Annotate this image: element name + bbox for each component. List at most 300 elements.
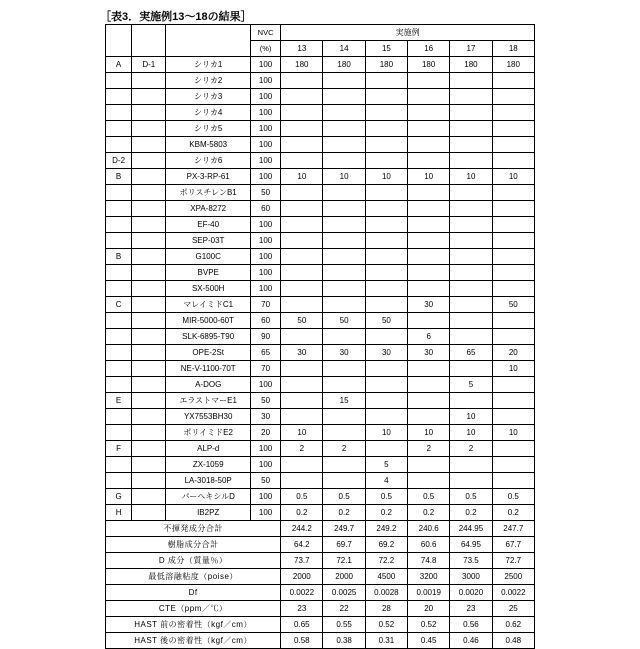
summary-value: 0.46 xyxy=(450,633,492,649)
row-value xyxy=(492,313,534,329)
row-material-name: KBM-5803 xyxy=(166,137,251,153)
row-value xyxy=(492,105,534,121)
summary-row xyxy=(106,569,535,585)
row-value: 4 xyxy=(365,473,407,489)
row-category: F xyxy=(106,441,132,457)
row-nvc: 50 xyxy=(250,473,280,489)
row-value xyxy=(281,185,323,201)
summary-label: 不揮発成分合計 xyxy=(106,521,281,537)
row-material-name: NE-V-1100-70T xyxy=(166,361,251,377)
row-value: 0.5 xyxy=(450,489,492,505)
summary-value: 28 xyxy=(365,601,407,617)
table-row xyxy=(106,169,535,185)
row-category: C xyxy=(106,297,132,313)
table-row xyxy=(106,473,535,489)
row-nvc: 30 xyxy=(250,409,280,425)
table-row xyxy=(106,377,535,393)
row-material-name: ZX-1059 xyxy=(166,457,251,473)
row-value xyxy=(323,233,365,249)
row-nvc: 100 xyxy=(250,153,280,169)
row-value xyxy=(450,281,492,297)
row-value xyxy=(408,73,450,89)
table-row xyxy=(106,457,535,473)
row-value xyxy=(450,73,492,89)
row-value: 10 xyxy=(365,169,407,185)
row-value xyxy=(365,233,407,249)
summary-value: 0.0022 xyxy=(492,585,534,601)
row-nvc: 70 xyxy=(250,297,280,313)
summary-value: 60.6 xyxy=(408,537,450,553)
row-value xyxy=(408,217,450,233)
summary-value: 0.52 xyxy=(408,617,450,633)
row-category xyxy=(106,105,132,121)
row-subcategory xyxy=(132,409,166,425)
row-value xyxy=(492,409,534,425)
row-value xyxy=(450,201,492,217)
row-value: 10 xyxy=(281,169,323,185)
row-material-name: シリカ5 xyxy=(166,121,251,137)
row-nvc: 100 xyxy=(250,441,280,457)
row-value xyxy=(281,329,323,345)
row-value xyxy=(450,249,492,265)
row-material-name: ポリイミドE2 xyxy=(166,425,251,441)
summary-row xyxy=(106,617,535,633)
table-row xyxy=(106,201,535,217)
row-value xyxy=(365,281,407,297)
row-material-name: ALP-d xyxy=(166,441,251,457)
table-row xyxy=(106,329,535,345)
summary-value: 0.45 xyxy=(408,633,450,649)
table-body xyxy=(106,57,535,649)
row-value xyxy=(281,281,323,297)
row-material-name: LA-3018-50P xyxy=(166,473,251,489)
row-value: 20 xyxy=(492,345,534,361)
row-value: 0.5 xyxy=(365,489,407,505)
summary-value: 0.52 xyxy=(365,617,407,633)
summary-value: 20 xyxy=(408,601,450,617)
row-material-name: IB2PZ xyxy=(166,505,251,521)
row-value: 180 xyxy=(365,57,407,73)
row-nvc: 100 xyxy=(250,121,280,137)
row-value xyxy=(450,137,492,153)
row-value: 180 xyxy=(450,57,492,73)
row-nvc: 100 xyxy=(250,233,280,249)
row-subcategory xyxy=(132,457,166,473)
table-row xyxy=(106,441,535,457)
row-value xyxy=(492,457,534,473)
row-value: 30 xyxy=(365,345,407,361)
row-value xyxy=(408,313,450,329)
row-value: 2 xyxy=(450,441,492,457)
row-value xyxy=(323,137,365,153)
row-value xyxy=(281,297,323,313)
row-material-name: G100C xyxy=(166,249,251,265)
row-value xyxy=(323,297,365,313)
row-value xyxy=(492,473,534,489)
row-value: 180 xyxy=(281,57,323,73)
row-category xyxy=(106,217,132,233)
summary-value: 3000 xyxy=(450,569,492,585)
row-value xyxy=(492,89,534,105)
row-value xyxy=(492,441,534,457)
row-value xyxy=(450,233,492,249)
table-row xyxy=(106,297,535,313)
summary-value: 249.2 xyxy=(365,521,407,537)
row-value: 0.2 xyxy=(281,505,323,521)
row-value xyxy=(323,201,365,217)
row-subcategory xyxy=(132,313,166,329)
row-value xyxy=(408,89,450,105)
row-value xyxy=(365,377,407,393)
row-material-name: パーヘキシルD xyxy=(166,489,251,505)
row-value xyxy=(281,153,323,169)
row-category: D-2 xyxy=(106,153,132,169)
row-value xyxy=(450,217,492,233)
row-category xyxy=(106,457,132,473)
row-value: 0.5 xyxy=(281,489,323,505)
row-value xyxy=(408,361,450,377)
row-category: H xyxy=(106,505,132,521)
row-value xyxy=(323,185,365,201)
row-material-name: シリカ2 xyxy=(166,73,251,89)
row-subcategory xyxy=(132,89,166,105)
row-value xyxy=(450,105,492,121)
row-material-name: SX-500H xyxy=(166,281,251,297)
row-value: 10 xyxy=(492,169,534,185)
summary-value: 249.7 xyxy=(323,521,365,537)
row-value: 5 xyxy=(365,457,407,473)
row-category xyxy=(106,201,132,217)
row-value xyxy=(365,361,407,377)
row-value xyxy=(492,73,534,89)
row-category xyxy=(106,473,132,489)
summary-value: 0.0025 xyxy=(323,585,365,601)
row-subcategory xyxy=(132,153,166,169)
row-subcategory xyxy=(132,265,166,281)
row-value: 10 xyxy=(450,425,492,441)
header-empty-cat xyxy=(106,25,132,57)
row-value xyxy=(408,201,450,217)
table-row xyxy=(106,233,535,249)
row-nvc: 100 xyxy=(250,169,280,185)
row-value: 0.2 xyxy=(408,505,450,521)
row-value xyxy=(450,329,492,345)
table-row xyxy=(106,361,535,377)
summary-value: 2500 xyxy=(492,569,534,585)
summary-value: 0.0022 xyxy=(281,585,323,601)
row-category xyxy=(106,329,132,345)
row-value: 65 xyxy=(450,345,492,361)
row-subcategory xyxy=(132,73,166,89)
row-subcategory xyxy=(132,185,166,201)
row-material-name: マレイミドC1 xyxy=(166,297,251,313)
row-subcategory xyxy=(132,425,166,441)
summary-value: 0.0019 xyxy=(408,585,450,601)
row-value xyxy=(323,265,365,281)
summary-value: 73.5 xyxy=(450,553,492,569)
row-nvc: 100 xyxy=(250,265,280,281)
row-value: 30 xyxy=(408,345,450,361)
summary-value: 64.95 xyxy=(450,537,492,553)
row-nvc: 100 xyxy=(250,57,280,73)
table-row xyxy=(106,89,535,105)
row-value xyxy=(365,441,407,457)
summary-value: 72.1 xyxy=(323,553,365,569)
table-row xyxy=(106,489,535,505)
summary-label: Df xyxy=(106,585,281,601)
row-value xyxy=(365,137,407,153)
row-value: 0.5 xyxy=(492,489,534,505)
row-value xyxy=(323,457,365,473)
row-subcategory xyxy=(132,121,166,137)
row-nvc: 20 xyxy=(250,425,280,441)
row-value xyxy=(365,121,407,137)
summary-value: 72.7 xyxy=(492,553,534,569)
table-row xyxy=(106,217,535,233)
row-subcategory xyxy=(132,233,166,249)
row-category xyxy=(106,121,132,137)
row-nvc: 100 xyxy=(250,217,280,233)
row-value: 0.2 xyxy=(365,505,407,521)
row-category xyxy=(106,73,132,89)
row-category xyxy=(106,425,132,441)
row-nvc: 100 xyxy=(250,249,280,265)
row-nvc: 90 xyxy=(250,329,280,345)
row-subcategory xyxy=(132,377,166,393)
header-empty-name xyxy=(166,25,251,57)
row-value xyxy=(408,233,450,249)
row-material-name: PX-3-RP-61 xyxy=(166,169,251,185)
row-value xyxy=(450,185,492,201)
row-value: 6 xyxy=(408,329,450,345)
row-value xyxy=(450,457,492,473)
summary-label: HAST 後の密着性（kgf／cm） xyxy=(106,633,281,649)
row-subcategory xyxy=(132,169,166,185)
header-col-17: 17 xyxy=(450,41,492,57)
row-value xyxy=(492,249,534,265)
row-category: A xyxy=(106,57,132,73)
row-value xyxy=(408,137,450,153)
summary-label: 樹脂成分合計 xyxy=(106,537,281,553)
summary-row xyxy=(106,521,535,537)
table-row xyxy=(106,73,535,89)
row-value xyxy=(281,377,323,393)
row-category xyxy=(106,313,132,329)
row-value xyxy=(408,265,450,281)
row-material-name: OPE-2St xyxy=(166,345,251,361)
row-value: 0.2 xyxy=(323,505,365,521)
table-row xyxy=(106,121,535,137)
row-value: 50 xyxy=(281,313,323,329)
row-value xyxy=(281,393,323,409)
row-value xyxy=(281,201,323,217)
row-value: 50 xyxy=(365,313,407,329)
row-value xyxy=(492,185,534,201)
row-nvc: 100 xyxy=(250,505,280,521)
summary-row xyxy=(106,633,535,649)
summary-value: 0.48 xyxy=(492,633,534,649)
row-value xyxy=(323,377,365,393)
row-value xyxy=(408,473,450,489)
row-subcategory xyxy=(132,505,166,521)
row-value: 180 xyxy=(408,57,450,73)
row-value: 0.5 xyxy=(408,489,450,505)
row-subcategory xyxy=(132,217,166,233)
row-category xyxy=(106,89,132,105)
row-value xyxy=(492,265,534,281)
row-value xyxy=(450,121,492,137)
row-value xyxy=(492,233,534,249)
row-value xyxy=(281,409,323,425)
row-category xyxy=(106,377,132,393)
row-value xyxy=(365,329,407,345)
row-category xyxy=(106,233,132,249)
row-value xyxy=(408,185,450,201)
row-value xyxy=(492,137,534,153)
row-category xyxy=(106,361,132,377)
row-value xyxy=(450,89,492,105)
table-row xyxy=(106,57,535,73)
table-row xyxy=(106,505,535,521)
row-value: 15 xyxy=(323,393,365,409)
row-nvc: 65 xyxy=(250,345,280,361)
summary-value: 4500 xyxy=(365,569,407,585)
row-value xyxy=(365,89,407,105)
summary-row xyxy=(106,585,535,601)
row-value xyxy=(450,313,492,329)
row-value xyxy=(365,297,407,313)
row-material-name: BVPE xyxy=(166,265,251,281)
row-subcategory xyxy=(132,249,166,265)
row-value: 180 xyxy=(323,57,365,73)
summary-value: 244.95 xyxy=(450,521,492,537)
row-value: 0.2 xyxy=(450,505,492,521)
row-value xyxy=(492,393,534,409)
header-nvc-unit: (%) xyxy=(250,41,280,57)
row-value xyxy=(408,393,450,409)
row-value xyxy=(281,105,323,121)
row-value xyxy=(281,217,323,233)
header-row-1 xyxy=(106,25,535,41)
row-material-name: ポリスチレンB1 xyxy=(166,185,251,201)
row-nvc: 100 xyxy=(250,489,280,505)
row-nvc: 100 xyxy=(250,105,280,121)
row-value xyxy=(365,105,407,121)
row-value xyxy=(281,457,323,473)
row-value: 30 xyxy=(323,345,365,361)
row-value: 10 xyxy=(450,409,492,425)
row-value xyxy=(492,281,534,297)
table-row xyxy=(106,425,535,441)
row-material-name: XPA-8272 xyxy=(166,201,251,217)
row-value xyxy=(323,361,365,377)
summary-value: 23 xyxy=(281,601,323,617)
row-subcategory xyxy=(132,361,166,377)
summary-value: 23 xyxy=(450,601,492,617)
summary-value: 0.65 xyxy=(281,617,323,633)
row-value xyxy=(323,409,365,425)
row-value: 0.2 xyxy=(492,505,534,521)
row-value: 10 xyxy=(492,361,534,377)
row-category: B xyxy=(106,169,132,185)
row-value xyxy=(281,137,323,153)
row-material-name: シリカ3 xyxy=(166,89,251,105)
row-subcategory xyxy=(132,297,166,313)
row-value xyxy=(408,409,450,425)
summary-value: 25 xyxy=(492,601,534,617)
row-category xyxy=(106,281,132,297)
summary-value: 67.7 xyxy=(492,537,534,553)
row-value: 50 xyxy=(323,313,365,329)
row-category xyxy=(106,185,132,201)
row-value xyxy=(492,377,534,393)
row-value xyxy=(408,457,450,473)
summary-value: 0.56 xyxy=(450,617,492,633)
row-subcategory xyxy=(132,473,166,489)
row-value xyxy=(365,185,407,201)
summary-value: 244.2 xyxy=(281,521,323,537)
header-jirei: 実施例 xyxy=(281,25,535,41)
row-value xyxy=(450,393,492,409)
row-value xyxy=(281,265,323,281)
row-value xyxy=(323,425,365,441)
row-value xyxy=(365,153,407,169)
row-material-name: SEP-03T xyxy=(166,233,251,249)
row-value xyxy=(281,473,323,489)
row-nvc: 70 xyxy=(250,361,280,377)
row-value xyxy=(365,249,407,265)
row-material-name: EF-40 xyxy=(166,217,251,233)
summary-value: 0.58 xyxy=(281,633,323,649)
summary-value: 2000 xyxy=(323,569,365,585)
row-value: 0.5 xyxy=(323,489,365,505)
row-value xyxy=(323,105,365,121)
row-nvc: 100 xyxy=(250,137,280,153)
row-material-name: YX7553BH30 xyxy=(166,409,251,425)
row-subcategory xyxy=(132,281,166,297)
summary-value: 0.31 xyxy=(365,633,407,649)
row-value xyxy=(450,153,492,169)
row-value: 30 xyxy=(408,297,450,313)
row-material-name: SLK-6895-T90 xyxy=(166,329,251,345)
row-value xyxy=(408,121,450,137)
row-value xyxy=(450,473,492,489)
row-subcategory xyxy=(132,105,166,121)
results-table xyxy=(105,24,535,649)
row-category: G xyxy=(106,489,132,505)
row-value: 180 xyxy=(492,57,534,73)
row-value xyxy=(492,121,534,137)
summary-label: D 成分（質量％） xyxy=(106,553,281,569)
row-material-name: シリカ4 xyxy=(166,105,251,121)
summary-label: HAST 前の密着性（kgf／cm） xyxy=(106,617,281,633)
table-row xyxy=(106,409,535,425)
row-category: E xyxy=(106,393,132,409)
row-subcategory xyxy=(132,345,166,361)
row-value xyxy=(492,201,534,217)
summary-value: 0.55 xyxy=(323,617,365,633)
header-nvc: NVC xyxy=(250,25,280,41)
header-col-14: 14 xyxy=(323,41,365,57)
summary-row xyxy=(106,601,535,617)
row-value xyxy=(323,89,365,105)
row-value: 10 xyxy=(281,425,323,441)
summary-label: 最低溶融粘度（poise） xyxy=(106,569,281,585)
row-value: 10 xyxy=(450,169,492,185)
summary-value: 0.0020 xyxy=(450,585,492,601)
summary-value: 73.7 xyxy=(281,553,323,569)
row-value xyxy=(450,297,492,313)
